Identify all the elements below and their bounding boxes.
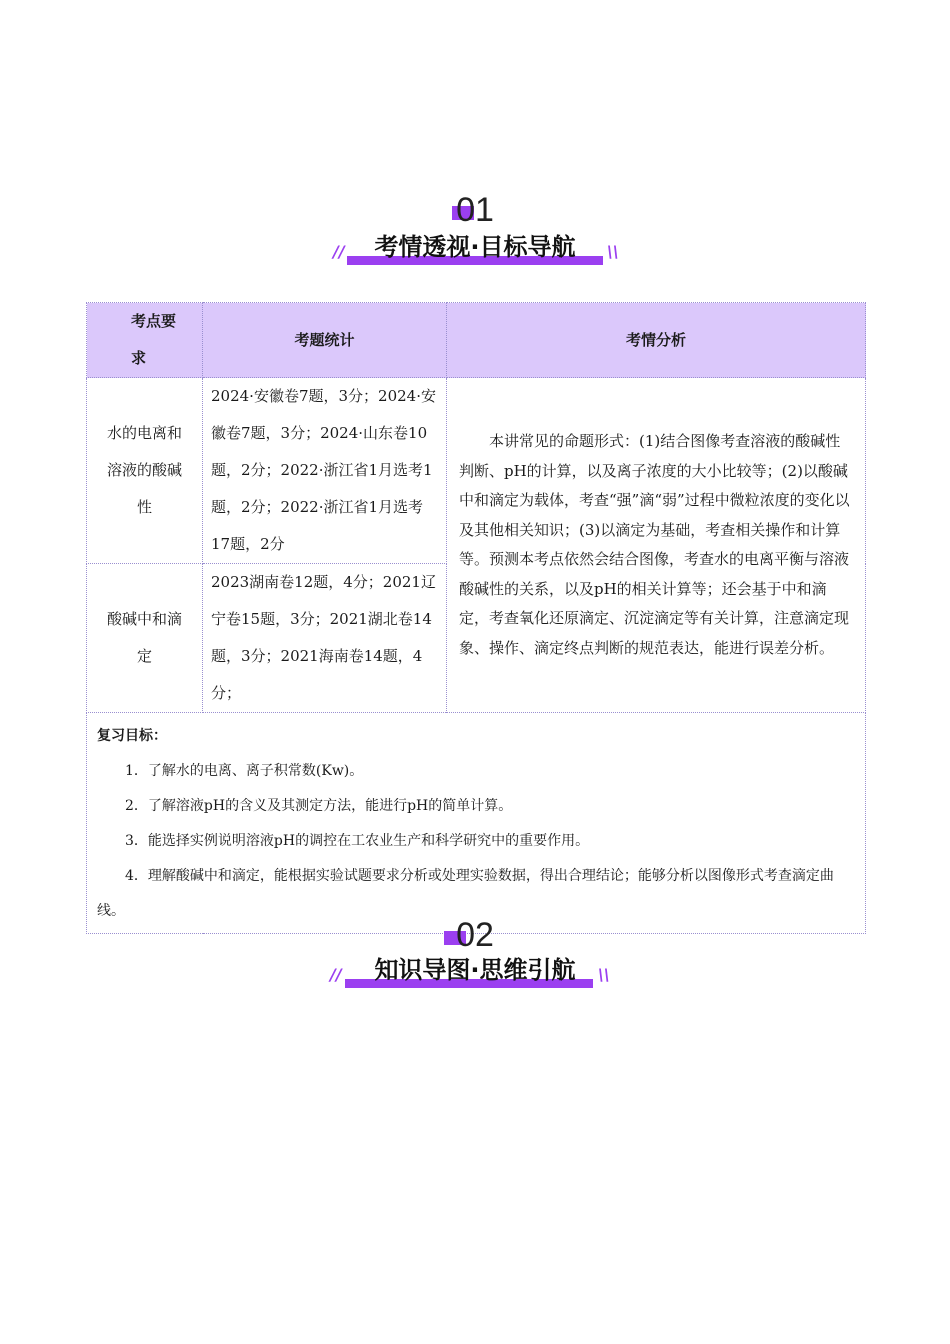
header-point: 考点要求 xyxy=(87,303,203,378)
section-2-number: 02 xyxy=(456,916,494,954)
section-1-title: 考情透视·目标导航 xyxy=(374,233,576,261)
review-goals xyxy=(87,713,866,934)
row-2-stats: 2023湖南卷12题，4分；2021辽宁卷15题，3分；2021湖北卷14题，3分；2021海南卷14题，4分； xyxy=(203,564,447,713)
row-1-stats: 2024·安徽卷7题，3分；2024·安徽卷7题，3分；2024·山东卷10题，2分；2022·浙江省1月选考1题，2分；2022·浙江省1月选考17题，2分 xyxy=(203,378,447,564)
goal-item: 4．理解酸碱中和滴定，能根据实验试题要求分析或处理实验数据，得出合理结论；能够分析以图像形式考查滴定曲线。 xyxy=(97,868,834,919)
row-2-point: 酸碱中和滴定 xyxy=(87,564,203,713)
section-1-heading xyxy=(0,190,950,270)
goal-item: 2．了解溶液pH的含义及其测定方法，能进行pH的简单计算。 xyxy=(125,798,513,814)
goals-row xyxy=(87,713,866,934)
analysis-text: 本讲常见的命题形式：(1)结合图像考查溶液的酸碱性判断、pH的计算，以及离子浓度的大小比较等；(2)以酸碱中和滴定为载体，考查“强”滴“弱”过程中微粒浓度的变化以及其他相关知识；(3)以滴定为基础，考查相关操作和计算等。预测本考点依然会结合图像，考查水的电离平衡与溶液酸碱性的关系，以及pH的相关计算等；还会基于中和滴定，考查氧化还原滴定、沉淀滴定等有关计算，注意滴定现象、操作、滴定终点判断的规范表达，能进行误差分析。 xyxy=(447,378,866,713)
section-2-title: 知识导图·思维引航 xyxy=(374,956,576,984)
slash-decoration-left: // xyxy=(330,965,342,984)
goal-item: 1．了解水的电离、离子积常数(Kw)。 xyxy=(125,763,364,779)
header-analysis: 考情分析 xyxy=(447,303,866,378)
goal-item: 3．能选择实例说明溶液pH的调控在工农业生产和科学研究中的重要作用。 xyxy=(125,833,590,849)
header-stats: 考题统计 xyxy=(203,303,447,378)
goals-title: 复习目标： xyxy=(97,728,167,744)
table-header-row xyxy=(87,303,866,378)
slash-decoration-left: // xyxy=(333,242,345,261)
row-1-point: 水的电离和溶液的酸碱性 xyxy=(87,378,203,564)
section-2-heading xyxy=(0,915,950,995)
slash-decoration-right: \\ xyxy=(607,242,619,261)
slash-decoration-right: \\ xyxy=(598,965,610,984)
exam-analysis-table xyxy=(86,302,866,934)
table-row xyxy=(87,378,866,564)
section-1-number: 01 xyxy=(456,191,494,229)
